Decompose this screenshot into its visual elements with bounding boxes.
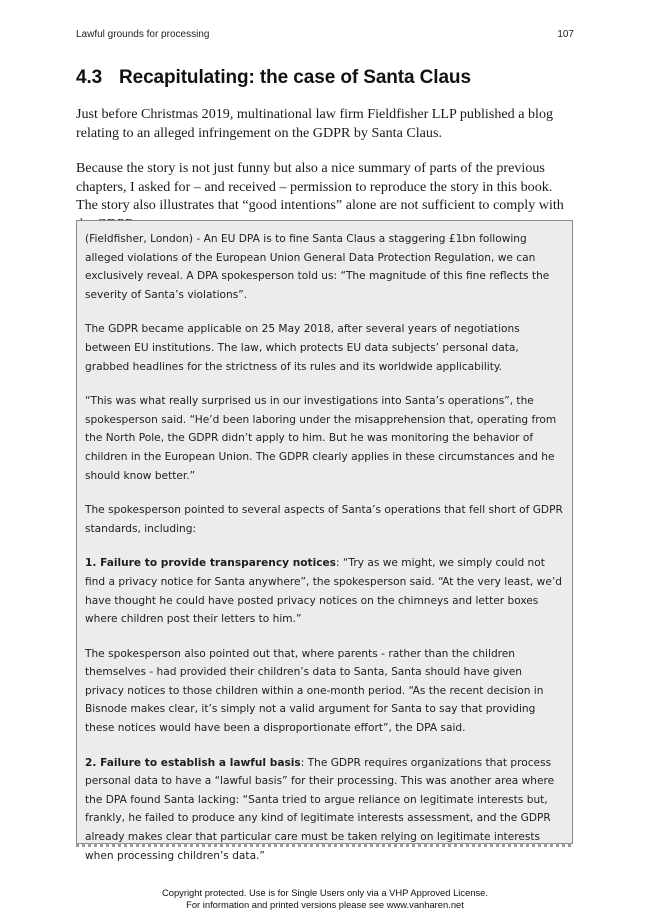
item-2-heading: 2. Failure to establish a lawful basis <box>85 756 301 769</box>
box-paragraph-1: (Fieldfisher, London) - An EU DPA is to fine Santa Claus a staggering £1bn following alleged violations of the European Union General Data Protection Regulation, we can exclusively reveal. A DPA spokesperson told us: “The magnitude of this fine reflects the severity of Santa’s violations”. <box>85 233 550 301</box>
item-1-heading: 1. Failure to provide transparency notices <box>85 557 336 570</box>
item-1-text: : “Try as we might, we simply could not find a privacy notice for Santa anywhere”, the spokesperson said. “At the very least, we’d have thought he could have posted privacy notices on the chimneys and letter boxes where children post their letters to him.” <box>85 557 562 626</box>
box-torn-edge <box>76 843 573 847</box>
intro-paragraph-2: Because the story is not just funny but also a nice summary of parts of the previous chapters, I asked for – and received – permission to reproduce the story in this book. The story also illustrates that “good intentions” alone are not sufficient to comply with <box>76 160 564 213</box>
box-paragraph-3: “This was what really surprised us in our investigations into Santa’s operations”, the spokesperson said. “He’d been laboring under the misapprehension that, operating from the North Pole, the GDPR didn’t apply to him. But he was monitoring the behavior of children in the European Union. The GDPR clearly applies in these circumstances and he should know better.” <box>85 395 557 482</box>
footer-line-2: For information and printed versions please see www.vanharen.net <box>186 898 464 910</box>
section-number: 4.3 <box>76 67 103 88</box>
intro-paragraph-1: Just before Christmas 2019, multinational law firm Fieldfisher LLP published a blog relating to an alleged infringement on the GDPR by Santa Claus. <box>76 106 554 141</box>
section-heading <box>76 67 471 89</box>
running-title: Lawful grounds for processing <box>76 29 210 40</box>
footer-line-1: Copyright protected. Use is for Single Users only via a VHP Approved License. <box>161 887 489 898</box>
box-paragraph-2: The GDPR became applicable on 25 May 2018, after several years of negotiations between EU institutions. The law, which protects EU data subjects’ personal data, grabbed headlines for the strictness of its rules and its worldwide applicability. <box>85 323 520 373</box>
box-item-2 <box>85 754 564 866</box>
box-paragraph-5: The spokesperson also pointed out that, where parents - rather than the children themselves - had provided their children’s data to Santa, Santa should have given privacy notices to those children within a one-month period. “As the recent decision in Bisnode makes clear, it’s simply not a valid argument for Santa to say that providing these notices would have been a disproportionate effort”, the DPA said. <box>85 647 544 735</box>
quoted-article-box <box>76 220 573 862</box>
running-header <box>76 29 574 40</box>
copyright-footer <box>0 887 650 910</box>
page-number: 107 <box>557 29 574 40</box>
section-title: Recapitulating: the case of Santa Claus <box>119 67 471 88</box>
item-2-text: : The GDPR requires organizations that process personal data to have a “lawful basis” for their processing. This was another area where the DPA found Santa lacking: “Santa tried to argue reliance on legitimate interests but, frankly, he failed to produce any kind of legitimate interests assessment, and the GDPR already makes clear that particular care must be taken relying on legitimate interests when processing children’s data.” <box>85 756 555 862</box>
box-paragraph-4: The spokesperson pointed to several aspects of Santa’s operations that fell short of GDPR standards, including: <box>85 504 563 535</box>
box-item-1 <box>85 554 564 628</box>
